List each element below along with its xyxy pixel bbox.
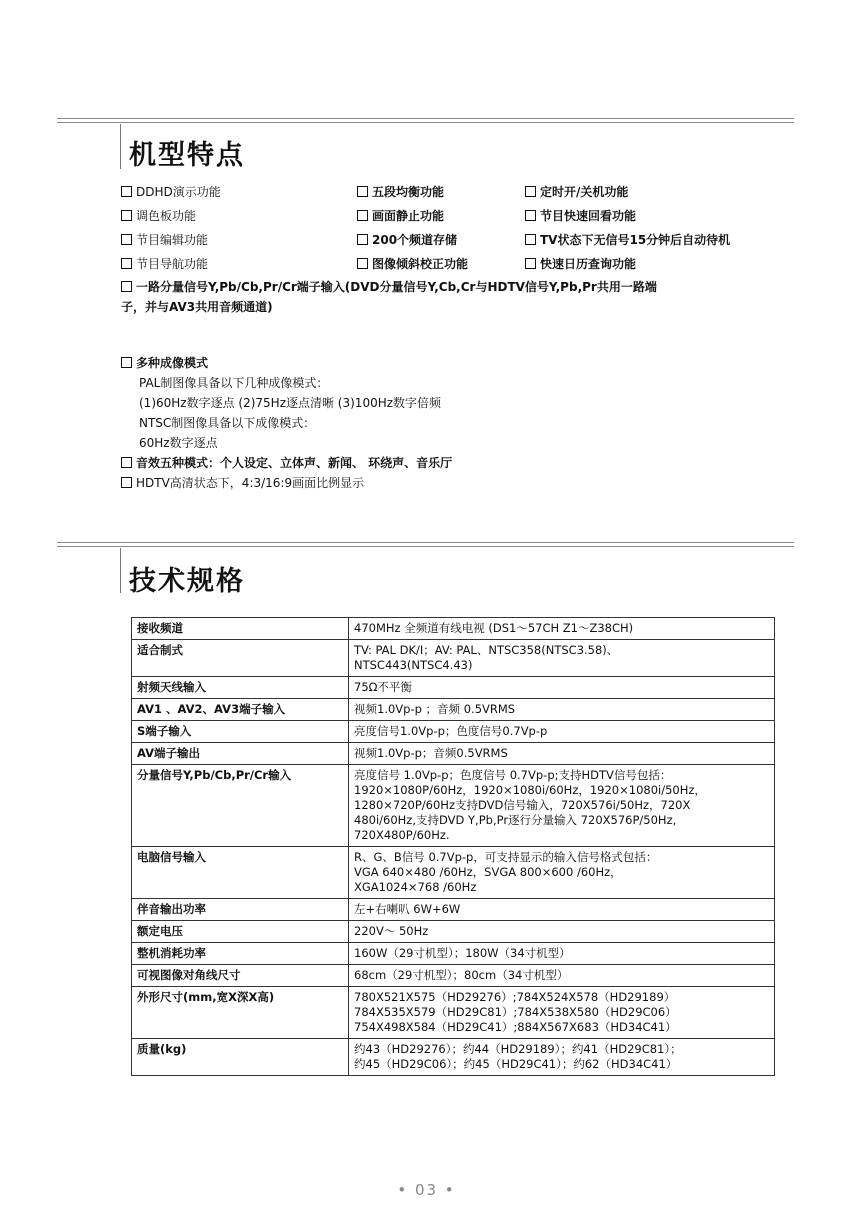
spec-label: 质量(kg) xyxy=(132,1039,349,1076)
checkbox-icon xyxy=(121,258,132,269)
spec-value: TV: PAL DK/I；AV: PAL、NTSC358(NTSC3.58)、 NTSC443(NTSC4.43) xyxy=(349,640,775,677)
spec-label: 伴音输出功率 xyxy=(132,899,349,921)
checkbox-icon xyxy=(121,281,132,292)
sound-modes: 音效五种模式：个人设定、立体声、新闻、 环绕声、音乐厅 xyxy=(136,456,453,470)
checkbox-icon xyxy=(357,186,368,197)
spec-value: 470MHz 全频道有线电视 (DS1～57CH Z1～Z38CH) xyxy=(349,618,775,640)
spec-label: 适合制式 xyxy=(132,640,349,677)
checkbox-icon xyxy=(121,477,132,488)
hdtv-note: HDTV高清状态下，4:3/16:9画面比例显示 xyxy=(136,476,365,490)
modes-line: NTSC制图像具备以下成像模式： xyxy=(139,416,316,430)
page-number: • 03 • xyxy=(397,1181,456,1199)
checkbox-icon xyxy=(525,234,536,245)
section2-top-rule xyxy=(57,542,794,547)
spec-row xyxy=(132,1039,775,1076)
feature-label: 节目编辑功能 xyxy=(136,233,209,247)
spec-label: 接收频道 xyxy=(132,618,349,640)
feature-item xyxy=(525,183,628,200)
feature-item xyxy=(357,207,444,224)
spec-row xyxy=(132,921,775,943)
feature-label: 节目快速回看功能 xyxy=(540,209,637,223)
feature-item xyxy=(121,207,196,224)
section2-title: 技术规格 xyxy=(129,566,245,597)
checkbox-icon xyxy=(121,186,132,197)
spec-value: 左+右喇叭 6W+6W xyxy=(349,899,775,921)
spec-value: 75Ω不平衡 xyxy=(349,677,775,699)
feature-label: 五段均衡功能 xyxy=(372,185,445,199)
component-line-1: 一路分量信号Y,Pb/Cb,Pr/Cr端子输入(DVD分量信号Y,Cb,Cr与HDTV信号Y,Pb,Pr共用一路端 xyxy=(136,280,657,294)
spec-value: 亮度信号 1.0Vp-p；色度信号 0.7Vp-p;支持HDTV信号包括： 1920×1080P/60Hz，1920×1080i/60Hz，1920×1080i/50Hz， 1280×720P/60Hz支持DVD信号输入，720X576i/50Hz，720X 480i/60Hz,支持DVD Y,Pb,Pr逐行分量输入 720X576P/50Hz, 720X480P/60Hz. xyxy=(349,765,775,847)
checkbox-icon xyxy=(525,186,536,197)
spec-row xyxy=(132,899,775,921)
feature-item xyxy=(121,183,221,200)
spec-label: 可视图像对角线尺寸 xyxy=(132,965,349,987)
spec-label: 射频天线输入 xyxy=(132,677,349,699)
spec-value: 视频1.0Vp-p ；音频 0.5VRMS xyxy=(349,699,775,721)
feature-item xyxy=(121,231,208,248)
modes-line: PAL制图像具备以下几种成像模式： xyxy=(139,376,329,390)
feature-item xyxy=(121,255,208,272)
feature-label: TV状态下无信号15分钟后自动待机 xyxy=(540,233,731,247)
checkbox-icon xyxy=(121,210,132,221)
checkbox-icon xyxy=(121,457,132,468)
spec-row xyxy=(132,640,775,677)
checkbox-icon xyxy=(357,234,368,245)
spec-row xyxy=(132,721,775,743)
checkbox-icon xyxy=(357,210,368,221)
spec-value: 约43（HD29276）；约44（HD29189）；约41（HD29C81）； 约45（HD29C06）；约45（HD29C41）；约62（HD34C41） xyxy=(349,1039,775,1076)
feature-item xyxy=(525,231,730,248)
section1-title: 机型特点 xyxy=(129,140,245,171)
feature-item xyxy=(525,255,636,272)
spec-row xyxy=(132,699,775,721)
checkbox-icon xyxy=(525,210,536,221)
feature-label: DDHD演示功能 xyxy=(136,185,221,199)
spec-label: 电脑信号输入 xyxy=(132,847,349,899)
spec-value: 780X521X575（HD29276）;784X524X578（HD29189） 784X535X579（HD29C81）;784X538X580（HD29C06） 754X498X584（HD29C41）;884X567X683（HD34C41） xyxy=(349,987,775,1039)
spec-value: 亮度信号1.0Vp-p；色度信号0.7Vp-p xyxy=(349,721,775,743)
feature-label: 画面静止功能 xyxy=(372,209,445,223)
spec-label: AV1 、AV2、AV3端子输入 xyxy=(132,699,349,721)
modes-title: 多种成像模式 xyxy=(136,356,209,370)
spec-value: 160W（29寸机型）；180W（34寸机型） xyxy=(349,943,775,965)
feature-label: 定时开/关机功能 xyxy=(540,185,629,199)
spec-value: 68cm（29寸机型）；80cm（34寸机型） xyxy=(349,965,775,987)
checkbox-icon xyxy=(357,258,368,269)
spec-value: 220V～ 50Hz xyxy=(349,921,775,943)
checkbox-icon xyxy=(121,234,132,245)
spec-label: 外形尺寸(mm,宽X深X高) xyxy=(132,987,349,1039)
feature-label: 调色板功能 xyxy=(136,209,197,223)
spec-row xyxy=(132,943,775,965)
spec-row xyxy=(132,765,775,847)
spec-label: 整机消耗功率 xyxy=(132,943,349,965)
feature-item xyxy=(357,255,468,272)
spec-row xyxy=(132,743,775,765)
spec-row xyxy=(132,987,775,1039)
section1-side-rule xyxy=(120,124,121,169)
component-input-note xyxy=(121,277,657,317)
section2-side-rule xyxy=(120,548,121,593)
component-line-2: 子，并与AV3共用音频通道) xyxy=(121,300,273,314)
spec-label: 分量信号Y,Pb/Cb,Pr/Cr输入 xyxy=(132,765,349,847)
spec-row xyxy=(132,677,775,699)
modes-line: 60Hz数字逐点 xyxy=(139,436,218,450)
feature-item xyxy=(357,231,457,248)
spec-table xyxy=(131,617,775,1076)
spec-row xyxy=(132,965,775,987)
feature-label: 200个频道存储 xyxy=(372,233,458,247)
spec-label: 额定电压 xyxy=(132,921,349,943)
checkbox-icon xyxy=(121,357,132,368)
spec-row xyxy=(132,847,775,899)
spec-value: R、G、B信号 0.7Vp-p，可支持显示的输入信号格式包括： VGA 640×480 /60Hz，SVGA 800×600 /60Hz， XGA1024×768 /60Hz xyxy=(349,847,775,899)
feature-label: 节目导航功能 xyxy=(136,257,209,271)
checkbox-icon xyxy=(525,258,536,269)
spec-value: 视频1.0Vp-p；音频0.5VRMS xyxy=(349,743,775,765)
feature-label: 图像倾斜校正功能 xyxy=(372,257,469,271)
feature-label: 快速日历查询功能 xyxy=(540,257,637,271)
spec-label: S端子输入 xyxy=(132,721,349,743)
feature-item xyxy=(525,207,636,224)
modes-line: (1)60Hz数字逐点 (2)75Hz逐点清晰 (3)100Hz数字倍频 xyxy=(139,396,442,410)
spec-label: AV端子输出 xyxy=(132,743,349,765)
feature-item xyxy=(357,183,444,200)
section1-top-rule xyxy=(57,118,794,123)
spec-row xyxy=(132,618,775,640)
imaging-modes xyxy=(121,353,452,493)
